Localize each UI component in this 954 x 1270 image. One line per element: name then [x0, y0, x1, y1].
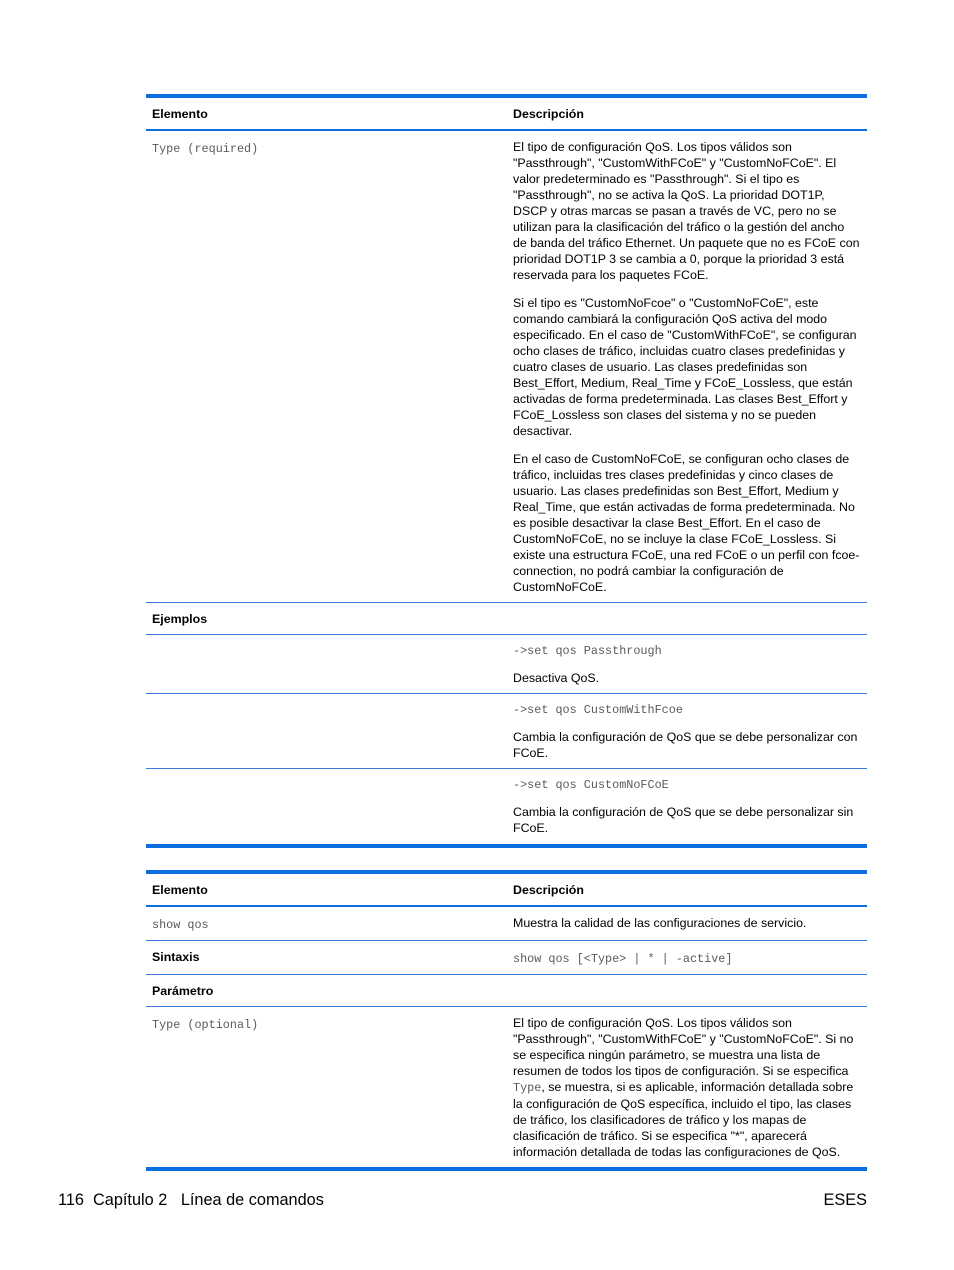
- example-description: Cambia la configuración de QoS que se debe personalizar sin FCoE.: [513, 805, 854, 836]
- element-type-optional: Type (optional): [152, 1018, 259, 1032]
- example-command: ->set qos CustomNoFCoE: [513, 778, 669, 793]
- description-paragraph: En el caso de CustomNoFCoE, se configuran ocho clases de tráfico, incluidas tres clases predefinidas y cinco clases de usuario. Las clases predefinidas son Best_Effort, Medium y Real_Time, que están activadas de forma predeterminada. No es posible desactivar la clase Best_Effort. En el caso de CustomNoFCoE, no se incluye la clase FCoE_Lossless. Si existe una estructura FCoE, una red FCoE o un perfil con fcoe-connection, no podrá cambiar la configuración de CustomNoFCoE.: [513, 451, 860, 595]
- header-elemento: Elemento: [152, 107, 208, 121]
- table-row-ejemplos: [146, 603, 867, 635]
- table-row-example: [146, 694, 867, 769]
- table-show-qos: [146, 870, 867, 1171]
- description-text-part: El tipo de configuración QoS. Los tipos válidos son "Passthrough", "CustomWithFCoE" y "CustomNoFCoE". Si no se especifica ningún parámetro, se muestra una lista de resumen de todos los tipos de configuración. Si se especifica: [513, 1016, 854, 1079]
- inline-code-type: Type: [513, 1081, 542, 1096]
- sintaxis-value: show qos [<Type> | * | -active]: [513, 952, 733, 966]
- header-descripcion: Descripción: [513, 883, 584, 897]
- parametro-label: Parámetro: [152, 984, 214, 998]
- table-set-qos: [146, 94, 867, 848]
- example-command: ->set qos CustomWithFcoe: [513, 703, 683, 718]
- table-header-row: [146, 874, 867, 907]
- sintaxis-label: Sintaxis: [152, 950, 200, 964]
- table-row-sintaxis: [146, 941, 867, 975]
- description-type-required: [507, 131, 867, 602]
- description-text-part: , se muestra, si es aplicable, información detallada sobre la configuración de QoS específica, incluido el tipo, las clases de tráfico, los clasificadores de tráfico y los mapas de clasificación de tráfico. Si se especifica "*", aparecerá información detallada de todas las configuraciones de QoS.: [513, 1080, 854, 1160]
- table-row-type-optional: [146, 1007, 867, 1167]
- element-show-qos: show qos: [152, 918, 209, 932]
- example-description: Cambia la configuración de QoS que se debe personalizar con FCoE.: [513, 730, 858, 761]
- table-row-example: [146, 635, 867, 694]
- chapter-title: Línea de comandos: [180, 1191, 324, 1209]
- table-row-show-qos: [146, 907, 867, 941]
- chapter-label: Capítulo 2: [93, 1191, 168, 1209]
- description-show-qos: Muestra la calidad de las configuraciones de servicio.: [513, 916, 807, 930]
- element-type-required: Type (required): [152, 142, 259, 156]
- table-row-parametro: [146, 975, 867, 1007]
- example-description: Desactiva QoS.: [513, 671, 600, 686]
- header-elemento: Elemento: [152, 883, 208, 897]
- page-footer-right: ESES: [823, 1191, 867, 1209]
- page-number: 116: [58, 1191, 84, 1209]
- header-descripcion: Descripción: [513, 107, 584, 121]
- example-command: ->set qos Passthrough: [513, 644, 662, 659]
- description-type-optional: [513, 1015, 861, 1160]
- table-row-type-required: [146, 131, 867, 603]
- ejemplos-label: Ejemplos: [152, 612, 208, 627]
- table-header-row: [146, 98, 867, 131]
- table-row-example: [146, 769, 867, 843]
- description-paragraph: El tipo de configuración QoS. Los tipos válidos son "Passthrough", "CustomWithFCoE" y "CustomNoFCoE". El valor predeterminado es "Passthrough". Si el tipo es "Passthrough", no se activa la QoS. La prioridad DOT1P, DSCP y otras marcas se pasan a través de VC, pero no se utilizan para la clasificación del tráfico o la gestión del ancho de banda del tráfico Ethernet. Un paquete que no es FCoE con prioridad DOT1P 3 se cambia a 0, porque la prioridad 3 está reservada para los paquetes FCoE.: [513, 140, 860, 283]
- description-paragraph: Si el tipo es "CustomNoFcoe" o "CustomNoFCoE", este comando cambiará la configuración QoS activa del modo especificado. En el caso de "CustomWithFCoE", se configuran ocho clases de tráfico, incluidas cuatro clases predefinidas y cuatro clases de usuario. Las clases predefinidas son Best_Effort, Medium, Real_Time y FCoE_Lossless, que están activadas de forma predeterminada. Las clases Best_Effort y FCoE_Lossless son clases del sistema y no se pueden desactivar.: [513, 295, 857, 439]
- page-footer-left: [58, 1191, 324, 1210]
